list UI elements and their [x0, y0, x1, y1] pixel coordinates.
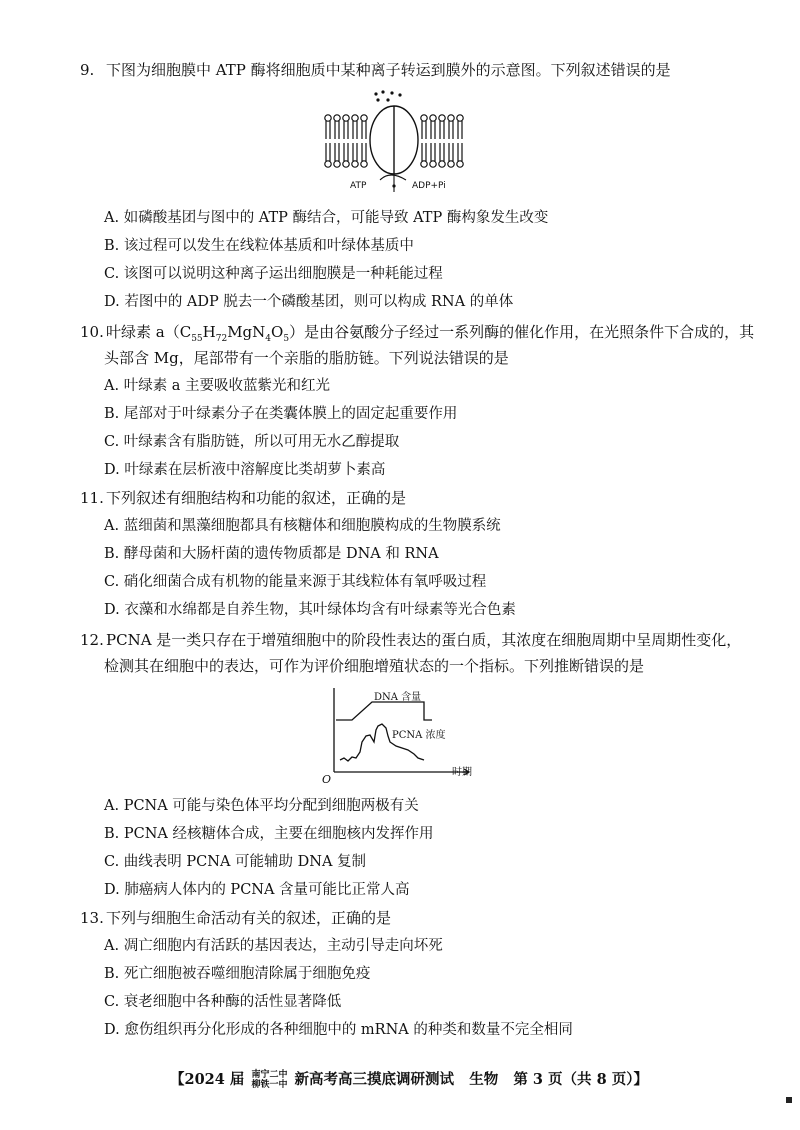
- question-number: 12.: [80, 631, 104, 649]
- option-b: B. 死亡细胞被吞噬细胞清除属于细胞免疫: [104, 966, 371, 982]
- stem-text: 下列与细胞生命活动有关的叙述，正确的是: [106, 909, 392, 927]
- formula-sub: 55: [191, 334, 203, 344]
- atpase-protein: [370, 106, 418, 174]
- subject: 生物: [469, 1071, 499, 1088]
- question-number: 13.: [80, 909, 104, 927]
- question-13-stem: [80, 908, 391, 928]
- reaction-arrows: [380, 174, 406, 192]
- formula-part: O: [271, 323, 284, 341]
- formula-sub: 4: [265, 334, 272, 344]
- question-12-stem: [80, 630, 741, 650]
- atp-label: ATP: [350, 181, 367, 191]
- option-c: C. 衰老细胞中各种酶的活性显著降低: [104, 994, 342, 1010]
- option-a: A. PCNA 可能与染色体平均分配到细胞两极有关: [104, 798, 419, 814]
- option-b: B. PCNA 经核糖体合成，主要在细胞核内发挥作用: [104, 826, 434, 842]
- school-names: [251, 1070, 287, 1090]
- stem-text: PCNA 是一类只存在于增殖细胞中的阶段性表达的蛋白质，其浓度在细胞周期中呈周期性变化，: [106, 631, 742, 649]
- option-b: B. 酵母菌和大肠杆菌的遗传物质都是 DNA 和 RNA: [104, 546, 439, 562]
- adp-label: ADP+Pi: [412, 181, 446, 191]
- school-2: 柳铁一中: [251, 1080, 288, 1090]
- option-a: A. 如磷酸基团与图中的 ATP 酶结合，可能导致 ATP 酶构象发生改变: [104, 210, 549, 226]
- page-number: 第 3 页（共 8 页）】: [513, 1071, 648, 1088]
- stem-text: ）是由谷氨酸分子经过一系列酶的催化作用，在光照条件下合成的，其: [289, 323, 755, 341]
- stem-text: 叶绿素 a（C: [106, 323, 192, 341]
- formula-sub: 72: [215, 334, 228, 344]
- question-11-stem: [80, 488, 406, 508]
- formula-sub: 5: [283, 334, 290, 344]
- stem-text: 下图为细胞膜中 ATP 酶将细胞质中某种离子转运到膜外的示意图。下列叙述错误的是: [106, 61, 671, 79]
- dna-label: DNA 含量: [374, 692, 422, 703]
- option-b: B. 该过程可以发生在线粒体基质和叶绿体基质中: [104, 238, 414, 254]
- question-10-stem-line2: 头部含 Mg，尾部带有一个亲脂的脂肪链。下列说法错误的是: [104, 349, 509, 367]
- option-d: D. 若图中的 ADP 脱去一个磷酸基团，则可以构成 RNA 的单体: [104, 294, 514, 310]
- question-10-stem: [80, 322, 754, 349]
- option-d: D. 衣藻和水绵都是自养生物，其叶绿体均含有叶绿素等光合色素: [104, 602, 516, 618]
- question-number: 10.: [80, 323, 104, 341]
- option-b: B. 尾部对于叶绿素分子在类囊体膜上的固定起重要作用: [104, 406, 458, 422]
- x-axis-label: 时期: [452, 767, 472, 778]
- option-c: C. 该图可以说明这种离子运出细胞膜是一种耗能过程: [104, 266, 443, 282]
- formula-part: H: [202, 323, 216, 341]
- page-footer: [170, 1068, 648, 1090]
- pcna-label: PCNA 浓度: [392, 730, 446, 741]
- corner-mark: [786, 1097, 792, 1103]
- option-a: A. 蓝细菌和黑藻细胞都具有核糖体和细胞膜构成的生物膜系统: [104, 518, 501, 534]
- stem-text: 下列叙述有细胞结构和功能的叙述，正确的是: [106, 489, 407, 507]
- question-number: 11.: [80, 489, 104, 507]
- origin-label: O: [322, 773, 332, 786]
- option-c: C. 叶绿素含有脂肪链，所以可用无水乙醇提取: [104, 434, 400, 450]
- option-a: A. 叶绿素 a 主要吸收蓝紫光和红光: [104, 378, 331, 394]
- question-number: 9.: [80, 61, 95, 79]
- footer-open: 【2024 届: [170, 1071, 245, 1088]
- option-c: C. 硝化细菌合成有机物的能量来源于其线粒体有氧呼吸过程: [104, 574, 487, 590]
- school-1: 南宁二中: [251, 1070, 288, 1080]
- ion-dots: [374, 90, 401, 101]
- option-d: D. 肺癌病人体内的 PCNA 含量可能比正常人高: [104, 882, 410, 898]
- formula-part: MgN: [227, 323, 266, 341]
- option-a: A. 凋亡细胞内有活跃的基因表达，主动引导走向坏死: [104, 938, 443, 954]
- option-c: C. 曲线表明 PCNA 可能辅助 DNA 复制: [104, 854, 367, 870]
- exam-title: 新高考高三摸底调研测试: [294, 1071, 455, 1088]
- atpase-membrane-figure: [320, 88, 470, 196]
- option-d: D. 愈伤组织再分化形成的各种细胞中的 mRNA 的种类和数量不完全相同: [104, 1022, 573, 1038]
- question-9-stem: [80, 60, 671, 80]
- question-12-stem-line2: 检测其在细胞中的表达，可作为评价细胞增殖状态的一个指标。下列推断错误的是: [104, 657, 645, 675]
- pcna-dna-chart: [318, 686, 488, 786]
- dna-content-line: [336, 702, 432, 720]
- option-d: D. 叶绿素在层析液中溶解度比类胡萝卜素高: [104, 462, 386, 478]
